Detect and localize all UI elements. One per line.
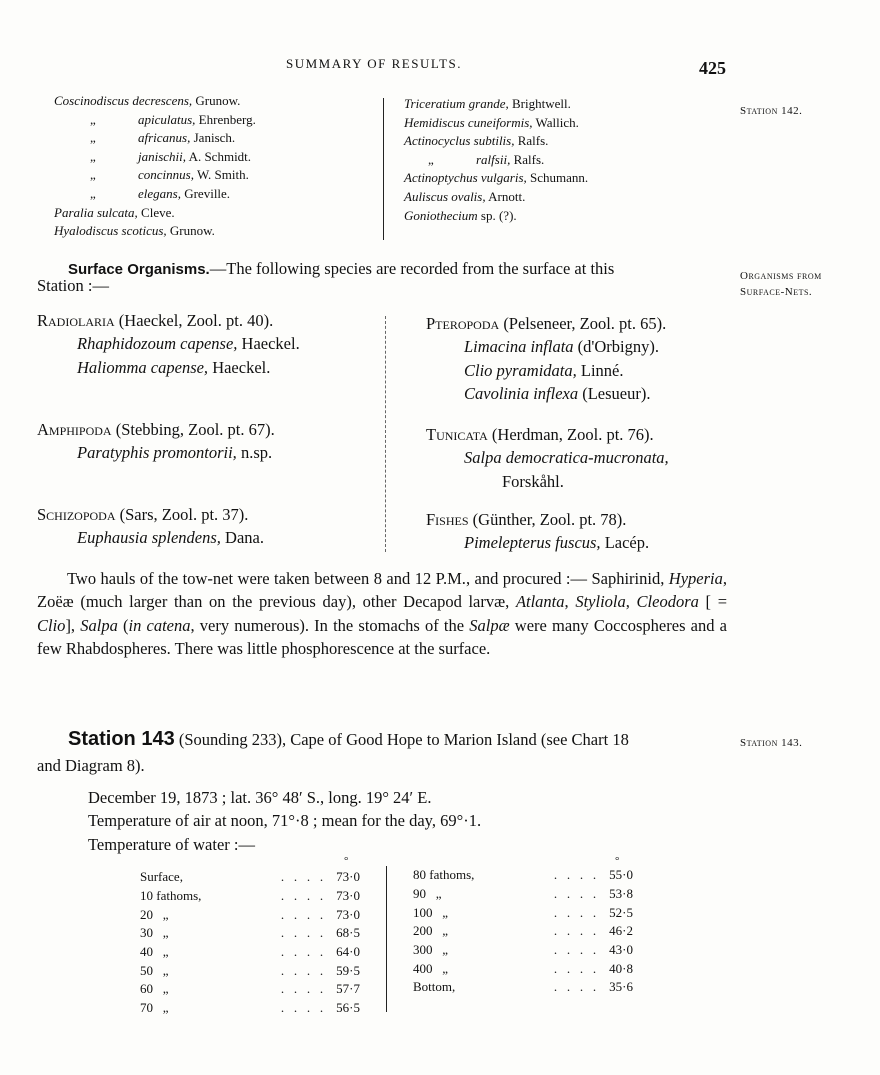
degree-mark-right: ° xyxy=(615,855,620,867)
temperature-value: 53·8 xyxy=(609,886,633,902)
temperature-value: 56·5 xyxy=(336,1000,360,1016)
running-title: SUMMARY OF RESULTS. xyxy=(286,56,463,71)
surface-heading: Surface Organisms. xyxy=(68,261,210,278)
ditto-mark: „ xyxy=(90,130,96,146)
group-ref: (Stebbing, Zool. pt. 67). xyxy=(111,420,275,439)
group-name: Radiolaria xyxy=(37,311,115,330)
margin-station-143: Station 143. xyxy=(740,737,803,749)
diatom-entry xyxy=(404,207,588,226)
diatom-entry xyxy=(54,185,256,204)
depth-label: Surface, xyxy=(140,869,183,885)
depth-label: 20 „ xyxy=(140,906,169,922)
diatom-author: Schumann. xyxy=(526,170,589,186)
diatom-species: apiculatus, xyxy=(138,111,196,127)
species-author: n.sp. xyxy=(236,443,273,463)
species-name: Haliomma capense, xyxy=(77,357,209,377)
group-fishes xyxy=(426,508,649,555)
groups-divider xyxy=(385,316,386,552)
temperature-value: 68·5 xyxy=(336,925,360,941)
group-ref: (Günther, Zool. pt. 78). xyxy=(468,510,627,529)
group-name: Amphipoda xyxy=(37,420,112,439)
diatom-entry xyxy=(404,188,588,207)
depth-label: 300 „ xyxy=(413,942,449,958)
leader-dots: . . . . xyxy=(280,925,324,941)
species-author: Linné. xyxy=(576,360,624,380)
leader-dots: . . . . xyxy=(553,942,597,958)
temperature-value: 40·8 xyxy=(609,960,633,976)
temperature-value: 43·0 xyxy=(609,942,633,958)
group-ref: (Sars, Zool. pt. 37). xyxy=(115,505,249,524)
diatom-species: Auliscus ovalis, xyxy=(404,188,486,204)
diatom-species: africanus, xyxy=(138,130,191,146)
group-schizopoda xyxy=(37,503,264,550)
leader-dots: . . . . xyxy=(553,979,597,995)
diatom-author: Ehrenberg. xyxy=(195,111,256,127)
diatom-author: Greville. xyxy=(180,185,231,201)
diatom-author: Cleve. xyxy=(137,204,175,220)
leader-dots: . . . . xyxy=(280,869,324,885)
margin-station-142: Station 142. xyxy=(740,105,803,117)
diatom-entry xyxy=(404,151,588,170)
species-author: Forskåhl. xyxy=(502,471,564,491)
degree-mark-left: ° xyxy=(344,855,349,867)
diatom-author: Janisch. xyxy=(190,130,236,146)
diatom-entry xyxy=(54,148,256,167)
group-amphipoda xyxy=(37,418,275,465)
temperature-row xyxy=(140,924,360,943)
diatom-author: W. Smith. xyxy=(193,167,249,183)
ditto-mark: „ xyxy=(90,185,96,201)
depth-label: 50 „ xyxy=(140,962,169,978)
surface-intro-text: —The following species are recorded from the surface at this xyxy=(209,259,615,278)
diatom-species: Triceratium grande, xyxy=(404,96,509,111)
diatom-species: Coscinodiscus decrescens, xyxy=(54,93,193,108)
diatom-author: Grunow. xyxy=(166,223,215,239)
diatom-species: ralfsii, xyxy=(476,151,511,167)
temperature-row xyxy=(413,866,633,885)
depth-label: 100 „ xyxy=(413,904,449,920)
temperature-value: 57·7 xyxy=(336,981,360,997)
leader-dots: . . . . xyxy=(280,944,324,960)
leader-dots: . . . . xyxy=(553,904,597,920)
temperature-value: 73·0 xyxy=(336,888,360,904)
species-name: Clio pyramidata, xyxy=(464,360,577,380)
group-radiolaria xyxy=(37,309,300,379)
station-143-intro xyxy=(68,728,629,751)
diatom-author: Ralfs. xyxy=(510,151,545,167)
species-author: Lacép. xyxy=(600,533,650,553)
diatom-author: sp. (?). xyxy=(477,207,517,223)
group-ref: (Haeckel, Zool. pt. 40). xyxy=(114,311,274,330)
diatom-entry xyxy=(54,92,256,111)
depth-label: 400 „ xyxy=(413,960,449,976)
ditto-mark: „ xyxy=(90,148,96,164)
depth-label: 200 „ xyxy=(413,923,449,939)
diatom-entry xyxy=(54,166,256,185)
diatom-species: janischii, xyxy=(138,148,187,164)
diatom-entry xyxy=(54,129,256,148)
temperature-value: 59·5 xyxy=(336,962,360,978)
surface-intro-line2: Station :— xyxy=(37,276,109,295)
diatom-entry xyxy=(404,132,588,151)
page-number: 425 xyxy=(699,58,726,78)
temperature-value: 35·6 xyxy=(609,979,633,995)
leader-dots: . . . . xyxy=(553,923,597,939)
ditto-mark: „ xyxy=(90,111,96,127)
leader-dots: . . . . xyxy=(280,1000,324,1016)
depth-label: Bottom, xyxy=(413,979,456,995)
species-author: Haeckel. xyxy=(237,334,300,354)
depth-label: 10 fathoms, xyxy=(140,888,202,904)
diatom-author: Ralfs. xyxy=(514,133,549,149)
species-author: (Lesueur). xyxy=(578,383,651,403)
temperature-row xyxy=(413,885,633,904)
ditto-mark: „ xyxy=(428,151,434,167)
station-143-air-temp: Temperature of air at noon, 71°·8 ; mean for the day, 69°·1. xyxy=(88,811,482,830)
depth-label: 80 fathoms, xyxy=(413,867,475,883)
temperature-divider xyxy=(386,866,387,1012)
diatom-species: Paralia sulcata, xyxy=(54,204,138,220)
species-name: Salpa democratica-mucronata, xyxy=(464,448,669,468)
station-143-date: December 19, 1873 ; lat. 36° 48′ S., long. 19° 24′ E. xyxy=(88,788,432,807)
diatom-author: Grunow. xyxy=(192,93,241,108)
temperature-row xyxy=(140,999,360,1018)
diatom-entry xyxy=(404,95,588,114)
temperature-row xyxy=(140,868,360,887)
temperature-value: 46·2 xyxy=(609,923,633,939)
species-name: Paratyphis promontorii, xyxy=(77,443,237,463)
leader-dots: . . . . xyxy=(280,906,324,922)
depth-label: 30 „ xyxy=(140,925,169,941)
diatom-species: Actinoptychus vulgaris, xyxy=(404,170,527,186)
column-divider xyxy=(383,98,384,240)
group-name: Tunicata xyxy=(426,425,488,444)
ditto-mark: „ xyxy=(90,167,96,183)
group-name: Schizopoda xyxy=(37,505,116,524)
group-name: Fishes xyxy=(426,510,469,529)
diatom-author: Wallich. xyxy=(532,114,579,130)
diatom-list-right xyxy=(404,95,588,225)
diatom-entry xyxy=(54,222,256,241)
depth-label: 70 „ xyxy=(140,1000,169,1016)
temperature-value: 73·0 xyxy=(336,869,360,885)
leader-dots: . . . . xyxy=(553,867,597,883)
temperature-value: 64·0 xyxy=(336,944,360,960)
diatom-entry xyxy=(404,114,588,133)
species-name: Rhaphidozoum capense, xyxy=(77,334,238,354)
leader-dots: . . . . xyxy=(553,960,597,976)
species-author: (d'Orbigny). xyxy=(573,337,660,357)
group-pteropoda xyxy=(426,312,666,405)
diatom-author: Brightwell. xyxy=(508,96,571,111)
diatom-entry xyxy=(404,169,588,188)
temperature-value: 73·0 xyxy=(336,906,360,922)
temperature-value: 52·5 xyxy=(609,904,633,920)
group-tunicata xyxy=(426,423,669,493)
species-author: Dana. xyxy=(220,528,264,548)
diatom-species: Actinocyclus subtilis, xyxy=(404,133,515,149)
diatom-author: A. Schmidt. xyxy=(186,148,252,164)
depth-label: 90 „ xyxy=(413,886,442,902)
diatom-species: elegans, xyxy=(138,185,181,201)
leader-dots: . . . . xyxy=(280,888,324,904)
species-name: Euphausia splendens, xyxy=(77,528,221,548)
depth-label: 40 „ xyxy=(140,944,169,960)
group-ref: (Herdman, Zool. pt. 76). xyxy=(487,425,654,444)
temperature-row xyxy=(140,961,360,980)
species-name: Limacina inflata xyxy=(464,337,574,357)
station-143-intro-text: (Sounding 233), Cape of Good Hope to Marion Island (see Chart 18 xyxy=(174,730,629,749)
leader-dots: . . . . xyxy=(553,886,597,902)
species-name: Cavolinia inflexa xyxy=(464,383,579,403)
surface-intro xyxy=(68,257,728,281)
temperature-row xyxy=(140,980,360,999)
temperature-row xyxy=(140,943,360,962)
species-author: Haeckel. xyxy=(208,357,271,377)
group-ref: (Pelseneer, Zool. pt. 65). xyxy=(499,314,667,333)
station-143-intro-line2: and Diagram 8). xyxy=(37,756,145,775)
leader-dots: . . . . xyxy=(280,981,324,997)
temperature-table-right xyxy=(413,866,633,997)
temperature-row xyxy=(413,978,633,997)
temperature-row xyxy=(413,922,633,941)
depth-label: 60 „ xyxy=(140,981,169,997)
temperature-table-left xyxy=(140,868,360,1018)
temperature-row xyxy=(413,959,633,978)
species-name: Pimelepterus fuscus, xyxy=(464,533,601,553)
leader-dots: . . . . xyxy=(280,962,324,978)
station-143-water-temp: Temperature of water :— xyxy=(88,835,255,854)
diatom-species: Goniothecium xyxy=(404,207,478,223)
station-143-title: Station 143 xyxy=(68,728,175,750)
temperature-row xyxy=(140,887,360,906)
temperature-row xyxy=(413,941,633,960)
diatom-species: Hyalodiscus scoticus, xyxy=(54,223,167,239)
margin-organisms-1: Organisms from xyxy=(740,270,822,282)
diatom-list-left xyxy=(54,92,256,241)
temperature-row xyxy=(413,903,633,922)
diatom-entry xyxy=(54,204,256,223)
diatom-species: Hemidiscus cuneiformis, xyxy=(404,114,533,130)
temperature-value: 55·0 xyxy=(609,867,633,883)
temperature-row xyxy=(140,905,360,924)
diatom-author: Arnott. xyxy=(485,188,526,204)
diatom-entry xyxy=(54,111,256,130)
hauls-paragraph: Two hauls of the tow-net were taken between 8 and 12 P.M., and procured :— Saphirinid, Hyperia, Zoëæ (much larger than on the previous day), other Decapod larvæ, Atlanta, Styliola, Cleodora [ = Clio], Salpa (in catena, very numerous). In the stomachs of the Salpæ were many Coccospheres and a few Rhabdospheres. There was little phosphorescence at the surface. xyxy=(37,569,728,658)
group-name: Pteropoda xyxy=(426,314,500,333)
margin-organisms-2: Surface-Nets. xyxy=(740,286,813,298)
diatom-species: concinnus, xyxy=(138,167,194,183)
